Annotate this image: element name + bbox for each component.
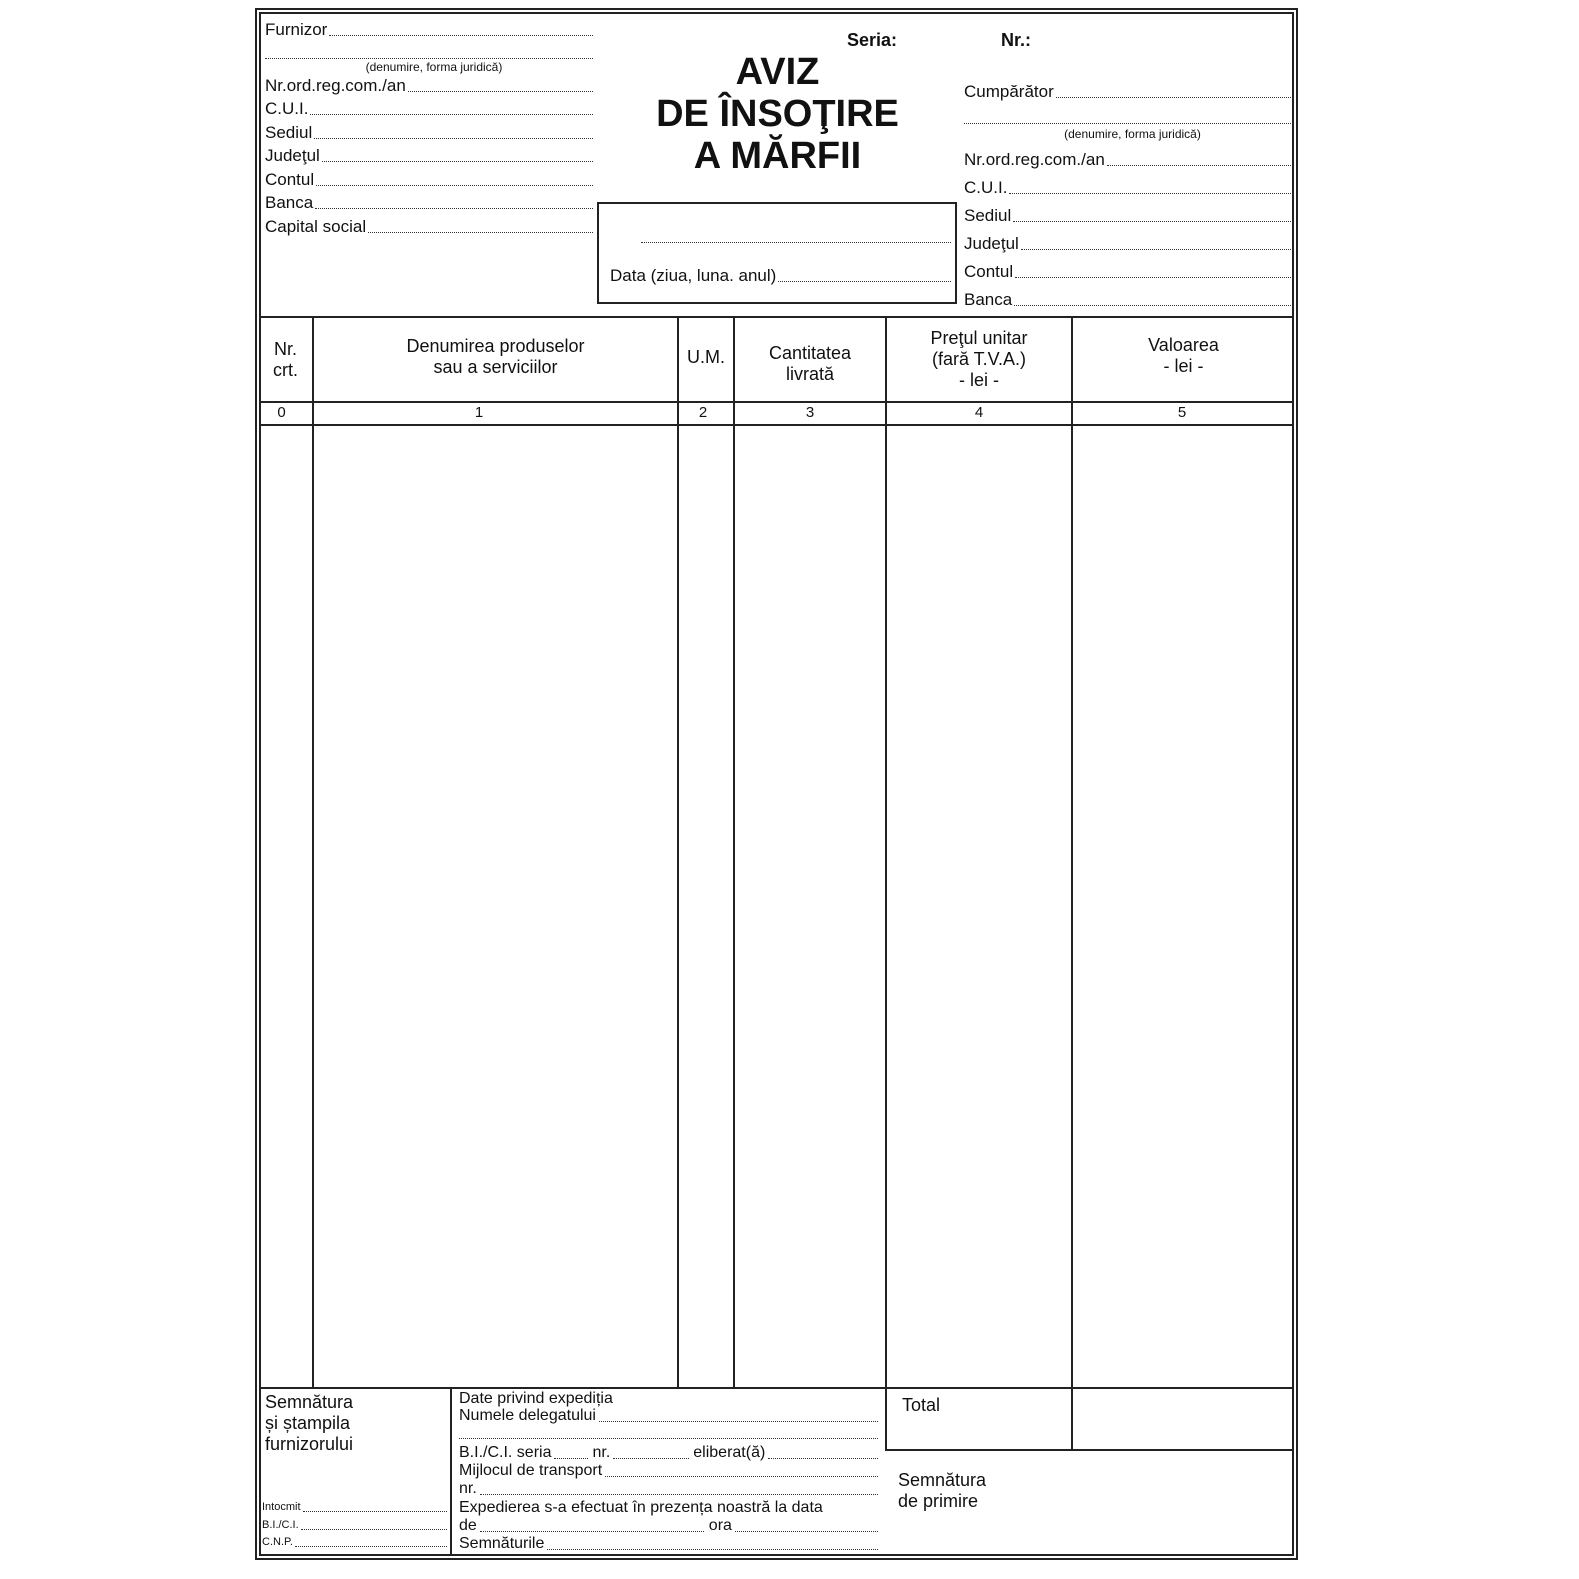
total-label: Total: [902, 1395, 941, 1415]
col-header-cantitate-line-1: Cantitatea: [768, 342, 852, 363]
table-body[interactable]: [261, 426, 1292, 1386]
col-header-nr-line-2: crt.: [273, 359, 298, 380]
id-nr-input[interactable]: [613, 1458, 689, 1459]
supplier-signature-line-2: și ștampila: [265, 1413, 351, 1433]
supplier-name-field[interactable]: [265, 20, 593, 40]
delegate-name-label: Numele delegatului: [459, 1407, 596, 1424]
document-title-line-2: DE ÎNSOŢIRE: [656, 93, 899, 135]
col-number-5: 5: [1177, 404, 1187, 421]
buyer-reg-field[interactable]: [964, 150, 1291, 170]
col-number-2: 2: [698, 404, 708, 421]
buyer-name-field[interactable]: [964, 82, 1291, 102]
col-header-denumire-line-1: Denumirea produselor: [406, 336, 585, 356]
supplier-judetul-label: Judeţul: [265, 146, 320, 165]
buyer-cui-label: C.U.I.: [964, 178, 1008, 197]
buyer-reg-label: Nr.ord.reg.com./an: [964, 150, 1105, 169]
col-number-1: 1: [474, 404, 484, 421]
document-title-line-1: AVIZ: [735, 51, 820, 93]
col-header-um-line-1: U.M.: [687, 347, 725, 367]
col-header-denumire-line-2: sau a serviciilor: [433, 357, 558, 377]
supplier-signature-area[interactable]: [262, 1460, 448, 1496]
supplier-capital-field[interactable]: [265, 217, 593, 237]
date-box: [597, 202, 957, 304]
col-header-nr-line-1: Nr.: [273, 338, 297, 359]
cnp-label: C.N.P.: [262, 1536, 293, 1548]
buyer-judetul-label: Judeţul: [964, 234, 1019, 253]
buyer-banca-field[interactable]: [964, 290, 1291, 310]
shipment-time-label: ora: [708, 1517, 732, 1534]
receipt-signature-line-2: de primire: [898, 1491, 979, 1511]
id-field[interactable]: [459, 1444, 878, 1462]
transport-nr-label: nr.: [459, 1480, 477, 1497]
document-title-line-3: A MĂRFII: [693, 135, 862, 177]
col-header-valoare: [1073, 318, 1294, 401]
col-number-4: 4: [974, 404, 984, 421]
bi-ci-field[interactable]: [262, 1519, 447, 1532]
col-header-nr: [259, 318, 312, 401]
date-label: Data (ziua, luna. anul): [610, 266, 777, 285]
supplier-reg-label: Nr.ord.reg.com./an: [265, 76, 406, 95]
buyer-banca-label: Banca: [964, 290, 1013, 309]
shipment-heading: Date privind expediția: [459, 1390, 613, 1407]
supplier-banca-label: Banca: [265, 193, 314, 212]
col-header-pret-line-3: - lei -: [959, 370, 999, 390]
buyer-contul-label: Contul: [964, 262, 1014, 281]
presence-text: Expedierea s-a efectuat în prezența noastră la data: [459, 1499, 823, 1516]
col-header-pret-line-1: Preţul unitar: [930, 328, 1028, 348]
shipment-time-input[interactable]: [735, 1531, 878, 1532]
nr-label: Nr.:: [1001, 30, 1032, 50]
col-header-valoare-line-1: Valoarea: [1148, 334, 1219, 355]
buyer-name-label: Cumpărător: [964, 82, 1054, 101]
seria-label: Seria:: [847, 30, 898, 50]
shipment-date-label: de: [459, 1517, 477, 1534]
supplier-reg-field[interactable]: [265, 76, 593, 96]
buyer-sediul-label: Sediul: [964, 206, 1012, 225]
col-number-3: 3: [805, 404, 815, 421]
supplier-sediul-label: Sediul: [265, 123, 313, 142]
supplier-cui-label: C.U.I.: [265, 99, 309, 118]
issued-label: eliberat(ă): [693, 1444, 766, 1461]
transport-field[interactable]: [459, 1462, 878, 1480]
col-header-um: [679, 318, 733, 401]
supplier-sediul-field[interactable]: [265, 123, 593, 143]
transport-nr-field[interactable]: [459, 1480, 878, 1498]
supplier-name-note: (denumire, forma juridică): [365, 60, 503, 74]
shipment-date-time-field[interactable]: [459, 1517, 878, 1535]
supplier-name-line-2[interactable]: [265, 58, 593, 59]
transport-label: Mijlocul de transport: [459, 1462, 603, 1479]
receipt-signature-line-1: Semnătura: [898, 1470, 987, 1490]
footer-divider-1: [450, 1387, 452, 1556]
bi-ci-label: B.I./C.I.: [262, 1519, 299, 1531]
col-header-cantitate-line-2: livrată: [785, 363, 834, 384]
buyer-cui-field[interactable]: [964, 178, 1291, 198]
col-header-denumire: [314, 318, 677, 396]
supplier-judetul-field[interactable]: [265, 146, 593, 166]
col-header-cantitate: [735, 318, 885, 401]
supplier-banca-field[interactable]: [265, 193, 593, 213]
buyer-sediul-field[interactable]: [964, 206, 1291, 226]
supplier-contul-label: Contul: [265, 170, 315, 189]
shipment-date-input[interactable]: [480, 1531, 704, 1532]
id-seria-label: B.I./C.I. seria: [459, 1444, 552, 1461]
buyer-contul-field[interactable]: [964, 262, 1291, 282]
supplier-contul-field[interactable]: [265, 170, 593, 190]
col-header-pret: [887, 318, 1071, 401]
intocmit-label: Intocmit: [262, 1501, 301, 1513]
id-nr-label: nr.: [592, 1444, 611, 1461]
id-seria-input[interactable]: [554, 1458, 588, 1459]
buyer-name-line-2[interactable]: [964, 123, 1291, 124]
delegate-name-field[interactable]: [459, 1407, 878, 1425]
col-header-valoare-line-2: - lei -: [1163, 355, 1204, 376]
buyer-judetul-field[interactable]: [964, 234, 1291, 254]
date-field[interactable]: [610, 266, 951, 286]
delegate-name-line-2[interactable]: [459, 1438, 878, 1439]
supplier-name-label: Furnizor: [265, 20, 328, 39]
receipt-signature-area[interactable]: [888, 1515, 1292, 1553]
signatures-field[interactable]: [459, 1535, 878, 1553]
supplier-signature-line-1: Semnătura: [265, 1392, 354, 1412]
supplier-cui-field[interactable]: [265, 99, 593, 119]
buyer-name-note: (denumire, forma juridică): [1064, 127, 1201, 141]
cnp-field[interactable]: [262, 1536, 447, 1549]
date-box-line[interactable]: [641, 242, 951, 243]
issued-input[interactable]: [768, 1458, 878, 1459]
table-bottom-line: [259, 1387, 1294, 1389]
total-value-cell[interactable]: [1074, 1390, 1292, 1448]
supplier-capital-label: Capital social: [265, 217, 367, 236]
signatures-label: Semnăturile: [459, 1535, 545, 1552]
col-number-0: 0: [277, 404, 286, 421]
intocmit-field[interactable]: [262, 1501, 447, 1514]
footer-total-bottom-line: [885, 1449, 1294, 1451]
col-header-pret-line-2: (fară T.V.A.): [931, 349, 1027, 369]
supplier-signature-line-3: furnizorului: [265, 1434, 354, 1454]
